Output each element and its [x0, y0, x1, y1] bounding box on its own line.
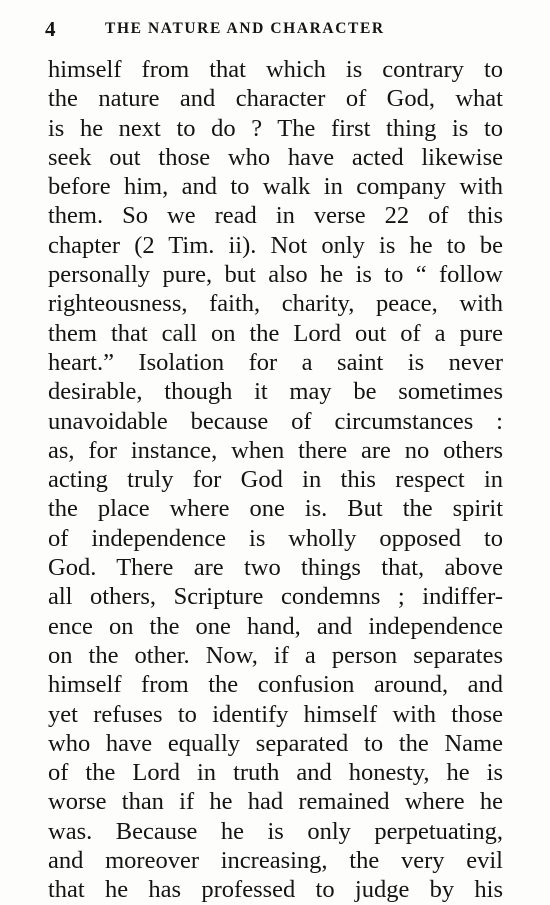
text-line: unavoidable because of circumstances :	[48, 407, 503, 435]
text-line: them. So we read in verse 22 of this	[48, 202, 503, 230]
page-number: 4	[45, 17, 56, 41]
body-paragraph	[48, 55, 503, 905]
text-line: God. There are two things that, above	[48, 554, 503, 582]
text-line: personally pure, but also he is to “ follow	[48, 261, 503, 289]
text-line: them that call on the Lord out of a pure	[48, 319, 503, 347]
text-line: of the Lord in truth and honesty, he is	[48, 759, 503, 787]
text-line: the nature and character of God, what	[48, 85, 503, 113]
page-header	[40, 14, 510, 44]
text-line: as, for instance, when there are no others	[48, 436, 503, 464]
text-line: is he next to do ? The first thing is to	[48, 114, 503, 142]
text-line: of independence is wholly opposed to	[48, 524, 503, 552]
text-line: the place where one is. But the spirit	[48, 495, 503, 523]
text-line: worse than if he had remained where he	[48, 788, 503, 816]
text-line: before him, and to walk in company with	[48, 173, 503, 201]
text-line: desirable, though it may be sometimes	[48, 378, 503, 406]
text-line: chapter (2 Tim. ii). Not only is he to be	[48, 231, 503, 259]
text-line: righteousness, faith, charity, peace, with	[48, 290, 503, 318]
text-line: all others, Scripture condemns ; indiffer-	[48, 583, 503, 611]
text-line: yet refuses to identify himself with those	[48, 700, 503, 728]
text-line: heart.” Isolation for a saint is never	[48, 348, 503, 376]
text-line: himself from that which is contrary to	[48, 56, 503, 83]
text-line: that he has professed to judge by his	[48, 876, 503, 904]
running-head: THE NATURE AND CHARACTER	[105, 20, 385, 37]
text-line: who have equally separated to the Name	[48, 729, 503, 757]
text-line: ence on the one hand, and independence	[48, 612, 503, 640]
text-line: on the other. Now, if a person separates	[48, 641, 503, 669]
text-line: and moreover increasing, the very evil	[48, 847, 503, 875]
text-line: was. Because he is only perpetuating,	[48, 817, 503, 845]
text-line: acting truly for God in this respect in	[48, 466, 503, 494]
text-line: seek out those who have acted likewise	[48, 143, 503, 171]
text-line: himself from the confusion around, and	[48, 671, 503, 699]
